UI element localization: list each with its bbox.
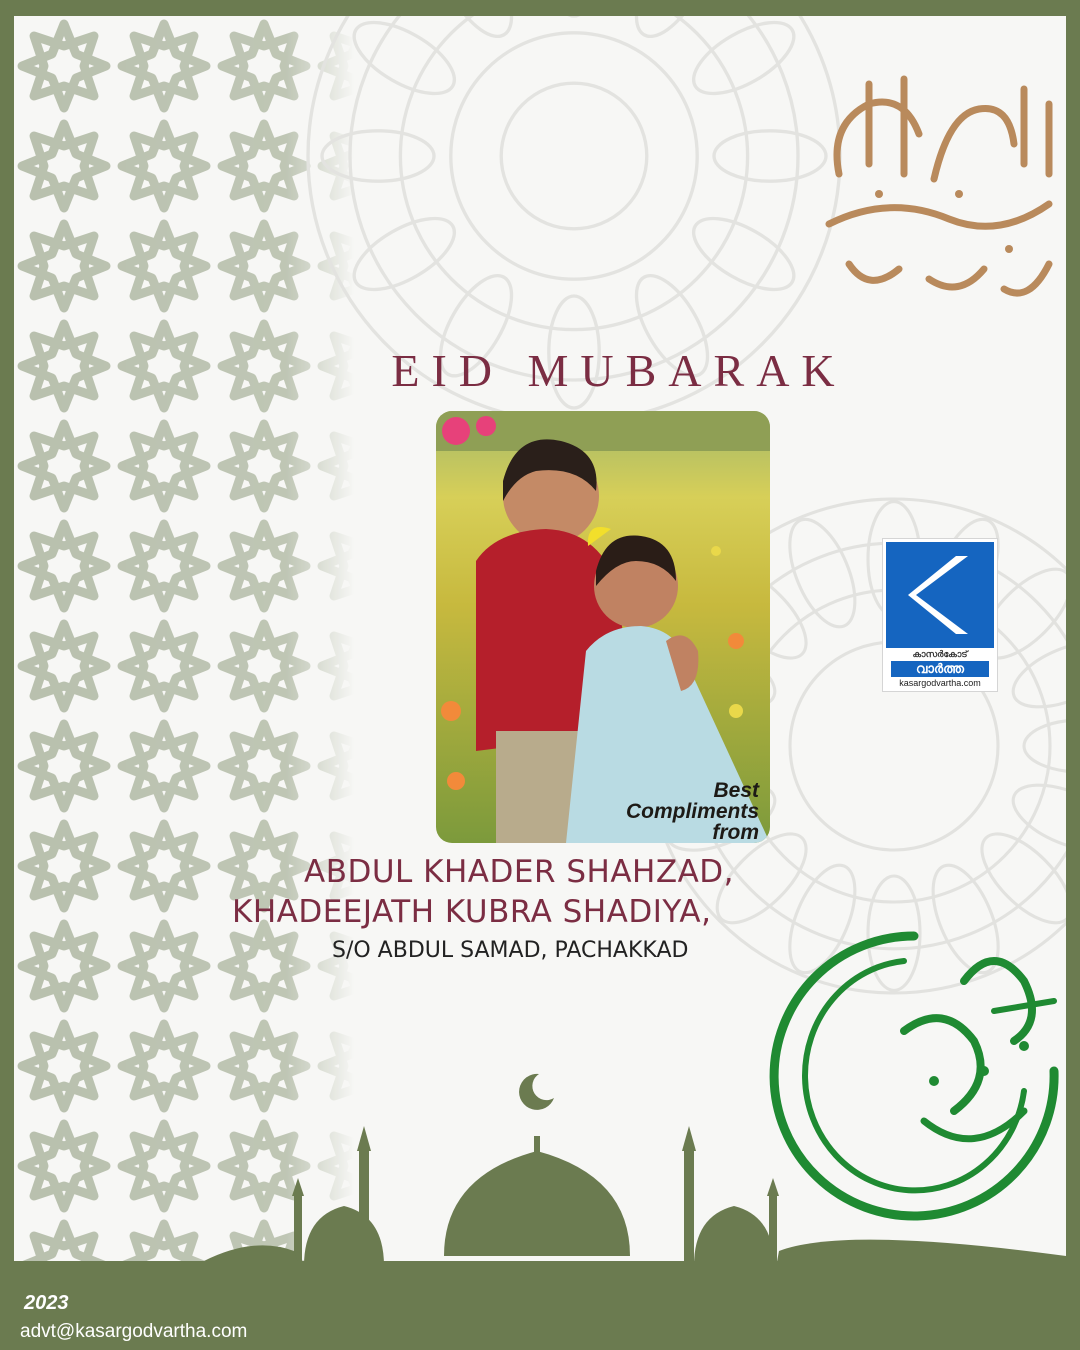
logo-chevron-icon [886, 542, 994, 648]
footer-year: 2023 [24, 1292, 69, 1314]
compliments-line-2: Compliments [625, 800, 759, 823]
logo-url: kasargodvartha.com [899, 678, 981, 688]
eid-mubarak-title: EID MUBARAK [391, 345, 847, 396]
mosque-skyline-silhouette [14, 1056, 1066, 1278]
compliments-line-1: Best [713, 779, 759, 802]
best-compliments-text [574, 780, 759, 843]
name-line-3: S/O ABDUL SAMAD, PACHAKKAD [332, 938, 689, 963]
name-line-2: KHADEEJATH KUBRA SHADIYA, [232, 894, 712, 930]
compliments-line-3: from [712, 821, 759, 844]
name-line-1: ABDUL KHADER SHAHZAD, [304, 854, 735, 890]
footer-email-link[interactable]: advt@kasargodvartha.com [20, 1321, 248, 1342]
logo-malayalam-small: കാസർകോട് [912, 649, 968, 659]
logo-malayalam-big: വാർത്ത [891, 661, 989, 677]
greeting-card [14, 16, 1066, 1278]
kasargodvartha-logo[interactable] [882, 538, 998, 692]
eid-mubarak-calligraphy [809, 64, 1066, 314]
